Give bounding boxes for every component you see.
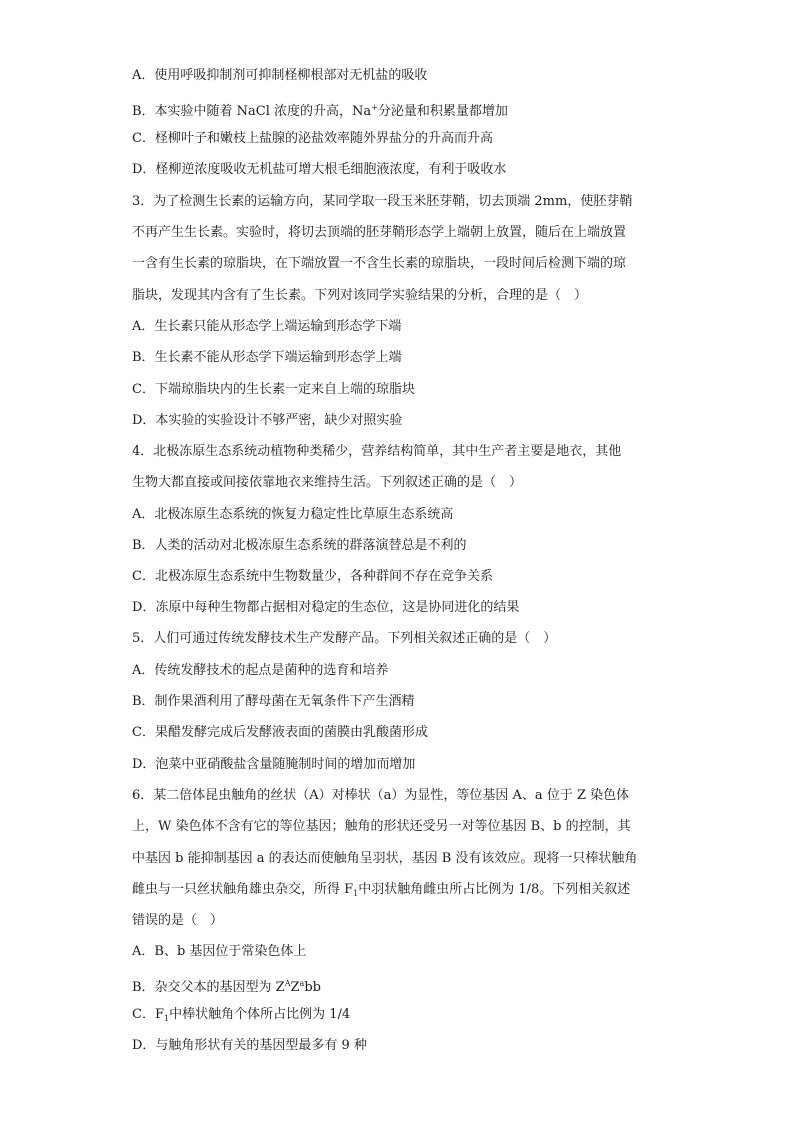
q6-stem-text: 雌虫与一只丝状触角雄虫杂交，所得 F bbox=[132, 882, 354, 897]
q2-option-d: D．柽柳逆浓度吸收无机盐可增大根毛细胞液浓度，有利于吸收水 bbox=[132, 162, 507, 177]
q6-option-b-text-end: bb bbox=[304, 980, 321, 995]
q4-option-a: A．北极冻原生态系统的恢复力稳定性比草原生态系统高 bbox=[132, 507, 454, 522]
q4-stem-line: 4．北极冻原生态系统动植物种类稀少，营养结构简单，其中生产者主要是地衣，其他 bbox=[132, 444, 622, 459]
q2-option-c: C．柽柳叶子和嫩枝上盐腺的泌盐效率随外界盐分的升高而升高 bbox=[132, 131, 493, 146]
q6-option-c bbox=[132, 1007, 662, 1027]
q4-option-b: B．人类的活动对北极冻原生态系统的群落演替总是不利的 bbox=[132, 538, 467, 553]
q6-stem-line: 上，W 染色体不含有它的等位基因；触角的形状还受另一对等位基因 B、b 的控制，其 bbox=[132, 819, 631, 834]
q4-option-d: D．冻原中每种生物都占据相对稳定的生态位，这是协同进化的结果 bbox=[132, 600, 520, 615]
q6-option-d: D．与触角形状有关的基因型最多有 9 种 bbox=[132, 1038, 367, 1053]
q3-stem-line: 脂块，发现其内含有了生长素。下列对该同学实验结果的分析，合理的是（ ） bbox=[132, 288, 588, 303]
q3-stem-line: 不再产生生长素。实验时，将切去顶端的胚芽鞘形态学上端朝上放置，随后在上端放置 bbox=[132, 225, 627, 240]
q5-option-b: B．制作果酒利用了酵母菌在无氧条件下产生酒精 bbox=[132, 694, 415, 709]
q6-option-c-text: C．F bbox=[132, 1007, 164, 1022]
q4-stem-line: 生物大都直接或间接依靠地衣来维持生活。下列叙述正确的是（ ） bbox=[132, 475, 523, 490]
q3-stem-line: 3．为了检测生长素的运输方向，某同学取一段玉米胚芽鞘，切去顶端 2mm，使胚芽鞘 bbox=[132, 194, 633, 209]
q6-option-b-mid: Z bbox=[290, 980, 300, 995]
q6-stem-subscript: 1 bbox=[353, 889, 359, 898]
q5-stem-line: 5．人们可通过传统发酵技术生产发酵产品。下列相关叙述正确的是（ ） bbox=[132, 631, 557, 646]
q5-option-c: C．果醋发酵完成后发酵液表面的菌膜由乳酸菌形成 bbox=[132, 725, 428, 740]
q6-option-c-text-end: 中棒状触角个体所占比例为 1/4 bbox=[169, 1007, 351, 1022]
q6-stem-line: 中基因 b 能抑制基因 a 的表达而使触角呈羽状，基因 B 没有该效应。现将一只棒状触角 bbox=[132, 851, 638, 866]
q6-stem-line: 6．某二倍体昆虫触角的丝状（A）对棒状（a）为显性，等位基因 A、a 位于 Z 染色体 bbox=[132, 788, 630, 803]
q3-option-a: A．生长素只能从形态学上端运输到形态学下端 bbox=[132, 319, 402, 334]
q2-option-b-text: B．本实验中随着 NaCl 浓度的升高，Na bbox=[132, 104, 372, 119]
q6-stem-text-end: 中羽状触角雌虫所占比例为 1/8。下列相关叙述 bbox=[358, 882, 631, 897]
q6-option-b-text: B．杂交父本的基因型为 Z bbox=[132, 980, 285, 995]
q2-option-a: A．使用呼吸抑制剂可抑制柽柳根部对无机盐的吸收 bbox=[132, 68, 428, 83]
q6-option-c-subscript: 1 bbox=[163, 1014, 170, 1023]
q3-option-b: B．生长素不能从形态学下端运输到形态学上端 bbox=[132, 350, 402, 365]
q5-option-d: D．泡菜中亚硝酸盐含量随腌制时间的增加而增加 bbox=[132, 757, 416, 772]
q6-stem-line: 错误的是（ ） bbox=[132, 913, 224, 928]
q3-stem-line: 一含有生长素的琼脂块，在下端放置一不含生长素的琼脂块，一段时间后检测下端的琼 bbox=[132, 256, 627, 271]
q6-option-a: A．B、b 基因位于常染色体上 bbox=[132, 944, 307, 959]
q6-option-b bbox=[132, 976, 662, 996]
q6-option-b-sup1: A bbox=[284, 979, 291, 988]
q2-option-b-superscript: + bbox=[371, 103, 378, 112]
q5-option-a: A．传统发酵技术的起点是菌种的选育和培养 bbox=[132, 663, 389, 678]
q4-option-c: C．北极冻原生态系统中生物数量少，各种群间不存在竞争关系 bbox=[132, 569, 493, 584]
q2-option-b-text-end: 分泌量和积累量都增加 bbox=[377, 104, 508, 119]
q6-option-b-sup2: a bbox=[299, 979, 305, 988]
q3-option-c: C．下端琼脂块内的生长素一定来自上端的琼脂块 bbox=[132, 382, 415, 397]
q3-option-d: D．本实验的实验设计不够严密，缺少对照实验 bbox=[132, 413, 403, 428]
q6-stem-line bbox=[132, 882, 662, 902]
q2-option-b bbox=[132, 100, 662, 120]
